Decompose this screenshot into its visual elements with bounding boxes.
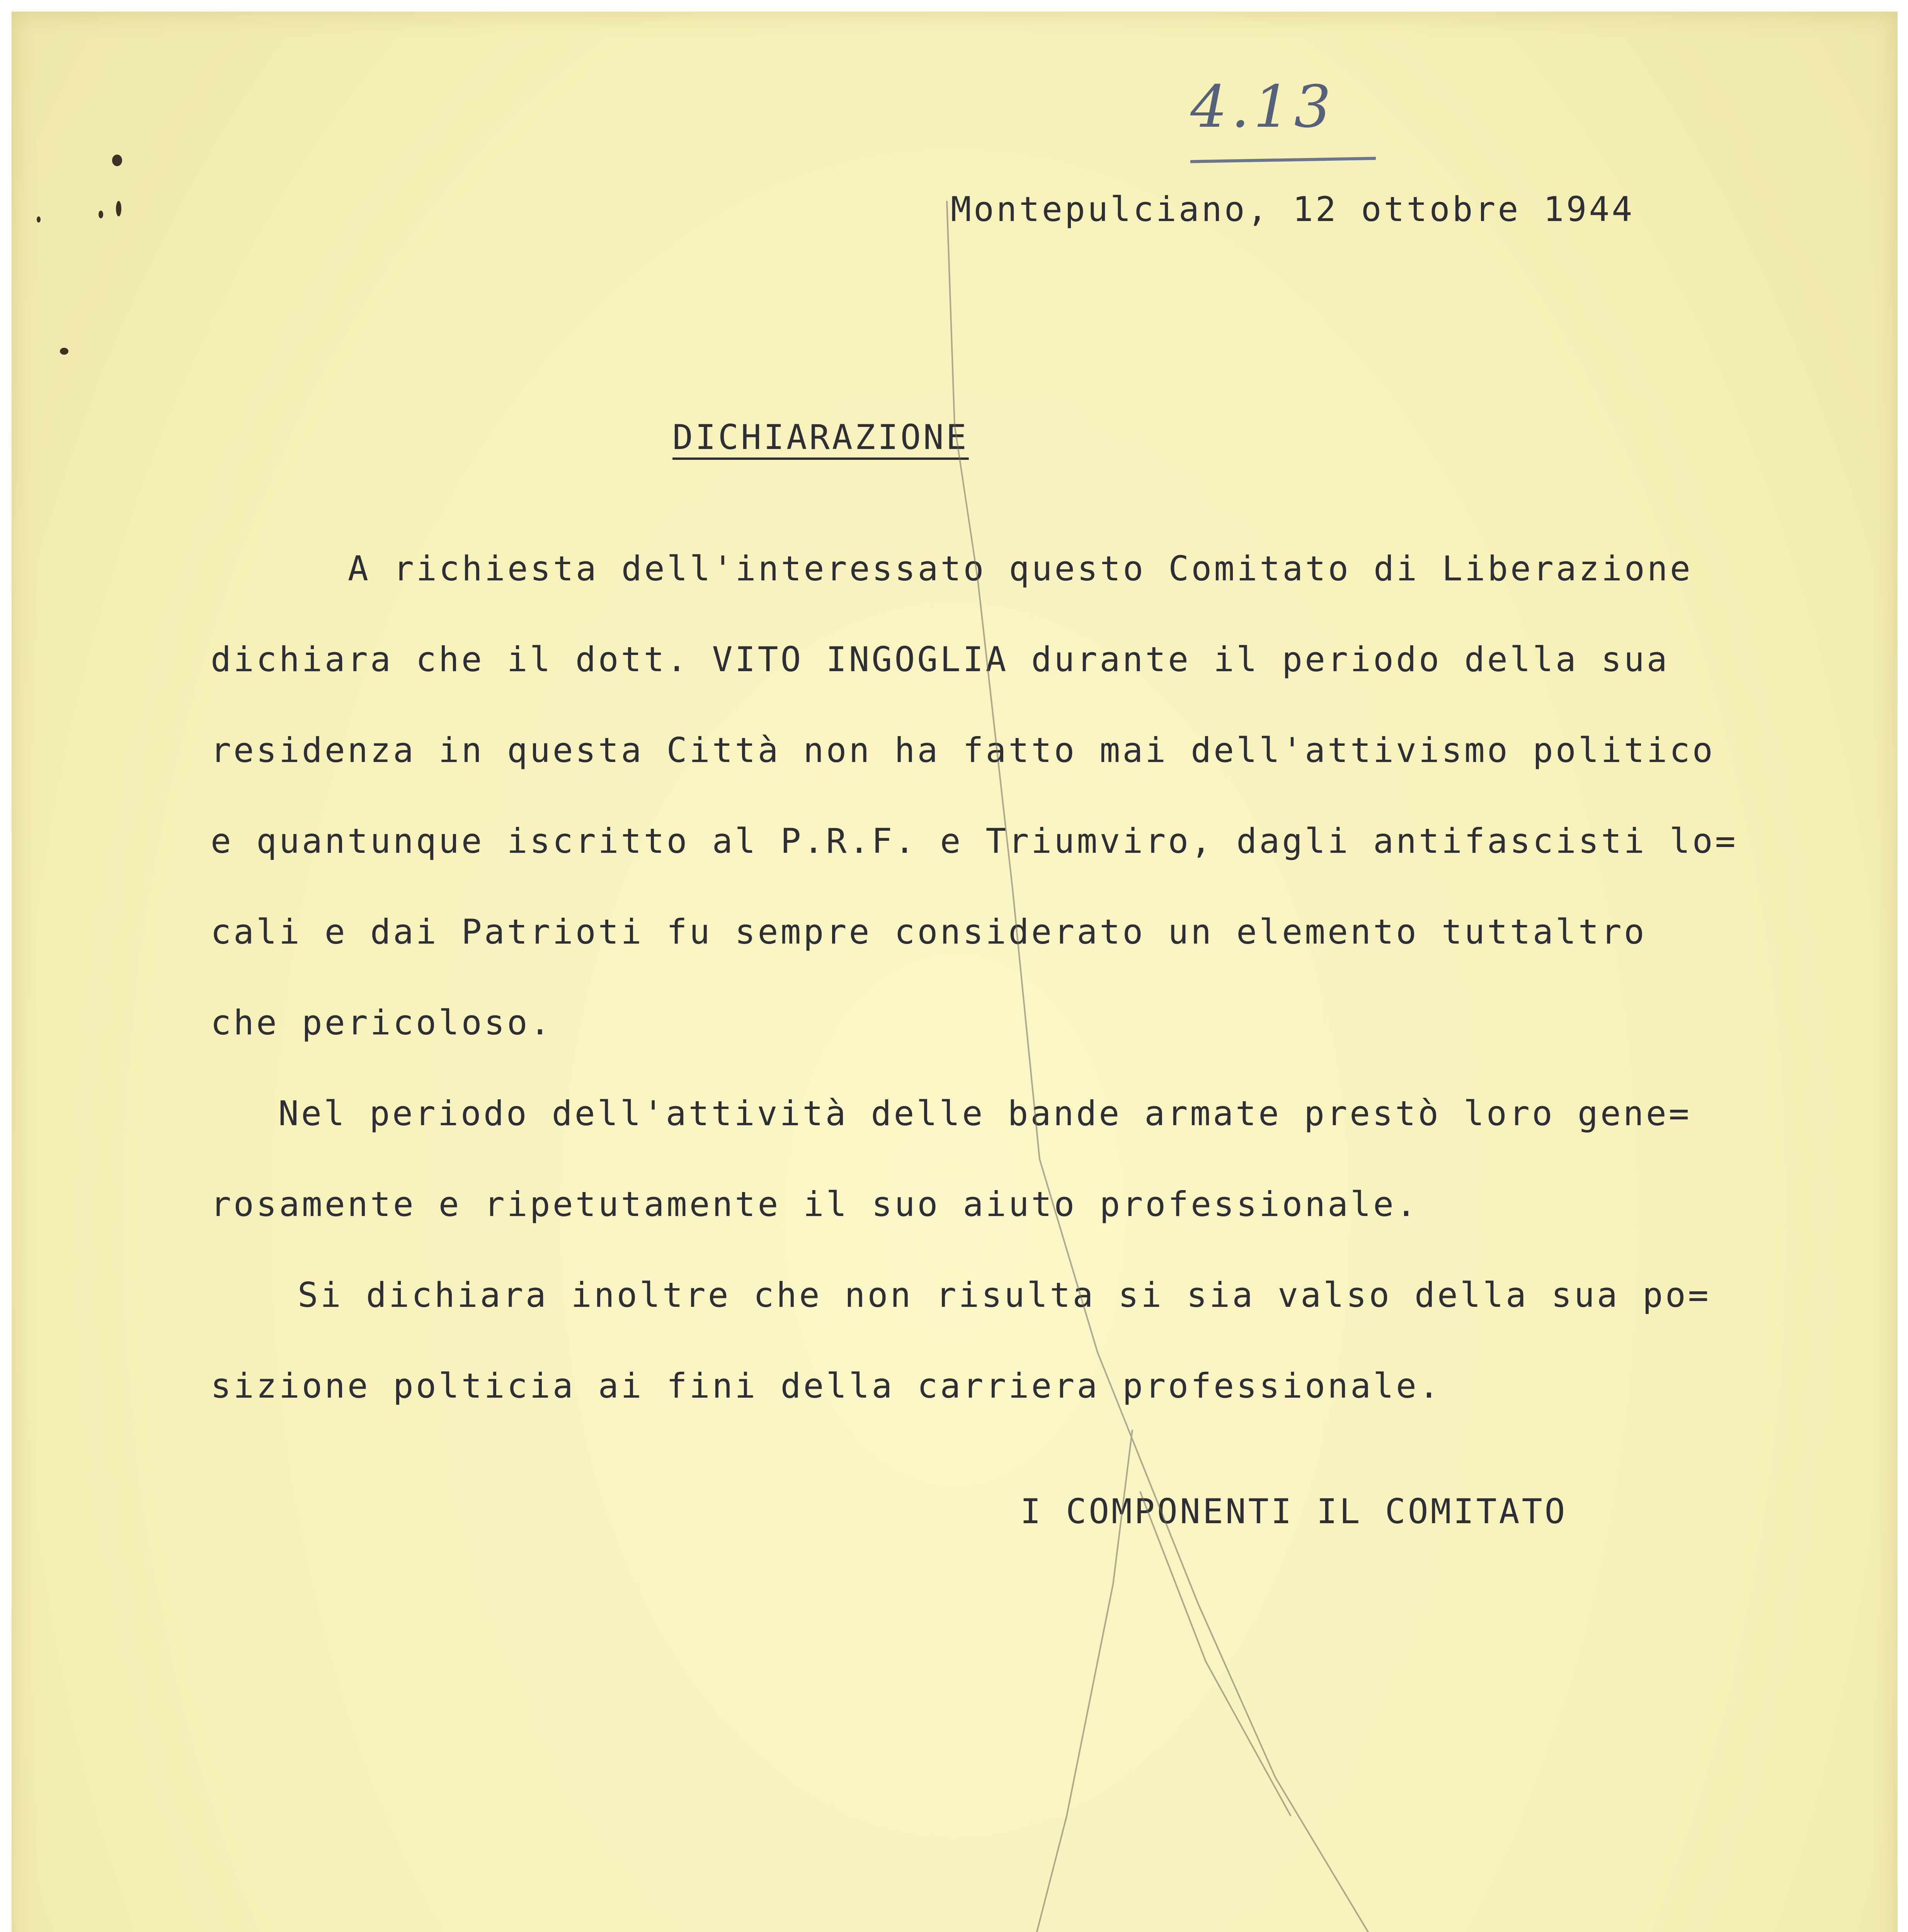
archive-number: 4.13 (1190, 73, 1335, 141)
body-line: Nel periodo dell'attività delle bande armate prestò loro gene= (278, 1094, 1692, 1133)
body-line: e quantunque iscritto al P.R.F. e Triumviro, dagli antifascisti lo= (211, 821, 1738, 861)
body-line: residenza in questa Città non ha fatto mai dell'attivismo politico (211, 730, 1715, 770)
body-line: A richiesta dell'interessato questo Comitato di Liberazione (348, 549, 1693, 588)
body-line: dichiara che il dott. VITO INGOGLIA durante il periodo della sua (211, 639, 1670, 679)
body-line: cali e dai Patrioti fu sempre considerato un elemento tuttaltro (211, 912, 1647, 952)
place-date: Montepulciano, 12 ottobre 1944 (951, 189, 1635, 229)
body-line: sizione polticia ai fini della carriera professionale. (211, 1366, 1442, 1406)
body-line: rosamente e ripetutamente il suo aiuto professionale. (211, 1184, 1419, 1224)
signature-line: I COMPONENTI IL COMITATO (1020, 1492, 1568, 1531)
body-line: che pericoloso. (211, 1003, 553, 1043)
body-line: Si dichiara inoltre che non risulta si sia valso della sua po= (298, 1275, 1711, 1315)
document-heading: DICHIARAZIONE (672, 417, 969, 457)
